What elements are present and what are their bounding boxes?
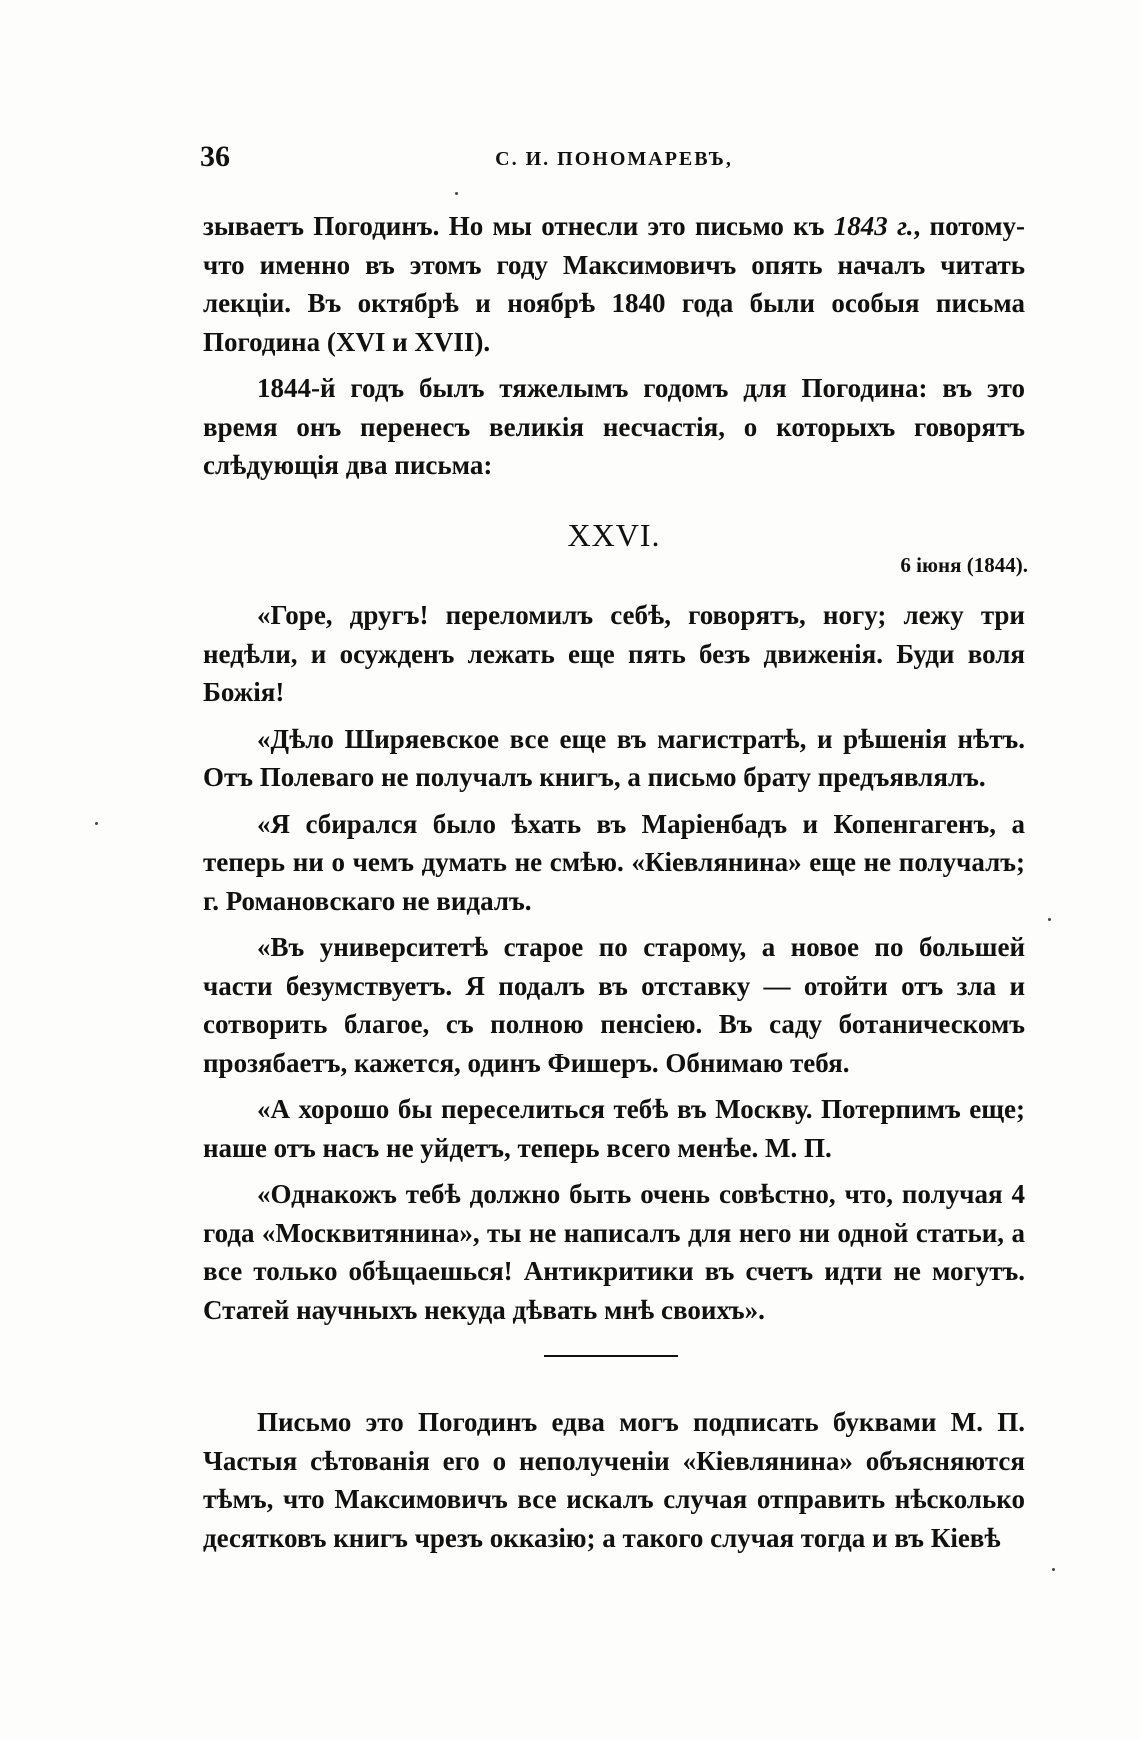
scan-speck [95,822,98,825]
letter-body [203,596,1025,1329]
letter-paragraph: «Горе, другъ! переломилъ себѣ, говорятъ, ногу; лежу три недѣли, и осужденъ лежать еще пять безъ движенія. Буди воля Божія! [203,600,1025,707]
running-head [200,140,1028,180]
letter-paragraph: «Дѣло Ширяевское все еще въ магистратѣ, и рѣшенія нѣтъ. Отъ Полеваго не получалъ книгъ, а письмо брату предъявлялъ. [203,723,1025,792]
letter-numeral: XXVI. [567,517,661,553]
intro-paragraph-1 [203,207,1025,361]
intro-paragraph-1-rest: , потому-что именно въ этомъ году Максимовичъ опять началъ читать лекціи. Въ октябрѣ и ноябрѣ 1840 года были особыя письма Погодина (XVI и XVII). [203,211,1025,357]
letter-paragraph: «Я сбирался было ѣхать въ Маріенбадъ и Копенгагенъ, а теперь ни о чемъ думать не смѣю. «Кіевлянина» еще не получалъ; г. Романовскаго не видалъ. [203,808,1025,916]
scan-speck [1048,918,1051,921]
intro-year-italic: 1843 г. [833,211,914,241]
scan-speck [455,192,458,195]
running-title: С. И. ПОНОМАРЕВЪ, [495,148,733,170]
letter-date: 6 іюня (1844). [900,553,1028,577]
letter-paragraph: «Однакожъ тебѣ должно быть очень совѣстно, что, получая 4 года «Москвитянина», ты не написалъ для него ни одной статьи, а все только обѣщаешься! Антикритики въ счетъ идти не могутъ. Статей научныхъ некуда дѣвать мнѣ своихъ». [203,1179,1025,1325]
intro-text [203,207,1025,485]
page-number: 36 [200,140,230,173]
letter-paragraph: «Въ университетѣ старое по старому, а новое по большей части безумствуетъ. Я подалъ въ отставку — отойти отъ зла и сотворить благое, съ полною пенсіею. Въ саду ботаническомъ прозябаетъ, кажется, одинъ Фишеръ. Обнимаю тебя. [203,932,1025,1078]
scan-speck [1052,1568,1055,1571]
afterword-paragraph: Письмо это Погодинъ едва могъ подписать буквами М. П. Частыя сѣтованія его о неполученіи «Кіевлянина» объясняются тѣмъ, что Максимовичъ все искалъ случая отправить нѣсколько десятковъ книгъ чрезъ окказію; а такого случая тогда и въ Кіевѣ [203,1407,1025,1553]
letter-paragraph: «А хорошо бы переселиться тебѣ въ Москву. Потерпимъ еще; наше отъ насъ не уйдетъ, теперь всего менѣе. М. П. [203,1094,1025,1163]
intro-paragraph-1-lead: зываетъ Погодинъ. Но мы отнесли это письмо къ [203,211,834,241]
afterword-text [203,1403,1025,1557]
intro-paragraph-2: 1844-й годъ былъ тяжелымъ годомъ для Погодина: въ это время онъ перенесъ великія несчастія, о которыхъ говорятъ слѣдующія два письма: [203,373,1025,480]
section-divider [544,1355,678,1357]
